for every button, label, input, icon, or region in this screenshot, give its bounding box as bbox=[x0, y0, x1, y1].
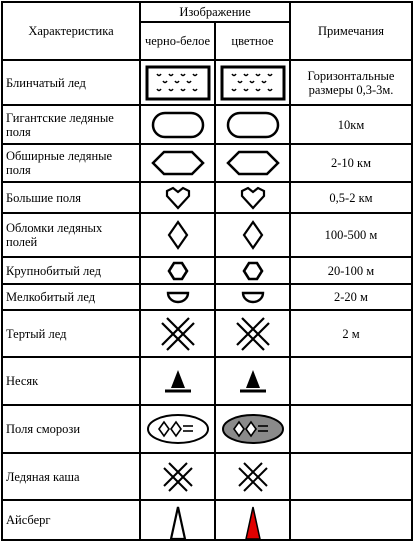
row-name: Айсберг bbox=[2, 500, 140, 540]
row-note bbox=[290, 453, 412, 500]
row-name: Поля сморози bbox=[2, 405, 140, 453]
table-row bbox=[2, 357, 412, 405]
ice-symbols-table bbox=[1, 1, 413, 541]
table-row bbox=[2, 144, 412, 182]
row-note: 2-10 км bbox=[290, 144, 412, 182]
row-note: 0,5-2 км bbox=[290, 182, 412, 213]
table-row bbox=[2, 310, 412, 357]
row-name: Обширные ледяные поля bbox=[2, 144, 140, 182]
hummock-icon-color bbox=[215, 357, 290, 405]
table-row bbox=[2, 182, 412, 213]
slush-ice-icon-color bbox=[215, 453, 290, 500]
row-note bbox=[290, 405, 412, 453]
frozen-floe-icon-color bbox=[215, 405, 290, 453]
table-row bbox=[2, 453, 412, 500]
slush-ice-icon bbox=[140, 453, 215, 500]
table-row bbox=[2, 284, 412, 310]
iceberg-icon-color bbox=[215, 500, 290, 540]
row-name: Блинчатый лед bbox=[2, 60, 140, 105]
row-name: Несяк bbox=[2, 357, 140, 405]
row-name: Ледяная каша bbox=[2, 453, 140, 500]
row-name: Тертый лед bbox=[2, 310, 140, 357]
table-row bbox=[2, 60, 412, 105]
row-name: Крупнобитый лед bbox=[2, 257, 140, 284]
row-name: Мелкобитый лед bbox=[2, 284, 140, 310]
vast-floe-icon bbox=[140, 144, 215, 182]
row-note bbox=[290, 357, 412, 405]
frozen-floe-icon bbox=[140, 405, 215, 453]
floe-fragment-icon bbox=[140, 213, 215, 257]
giant-floe-icon bbox=[140, 105, 215, 144]
row-note: Горизонтальные размеры 0,3-3м. bbox=[290, 60, 412, 105]
big-floe-icon-color bbox=[215, 182, 290, 213]
pancake-ice-icon-color bbox=[215, 60, 290, 105]
iceberg-icon bbox=[140, 500, 215, 540]
table-row bbox=[2, 257, 412, 284]
header-characteristic: Характеристика bbox=[2, 2, 140, 60]
fine-ice-icon-color bbox=[215, 284, 290, 310]
hummock-icon bbox=[140, 357, 215, 405]
pancake-ice-icon bbox=[140, 60, 215, 105]
table-row bbox=[2, 405, 412, 453]
brash-ice-icon-color bbox=[215, 310, 290, 357]
row-note bbox=[290, 500, 412, 540]
header-image: Изображение bbox=[140, 2, 290, 22]
table-row bbox=[2, 500, 412, 540]
fine-ice-icon bbox=[140, 284, 215, 310]
brash-ice-icon bbox=[140, 310, 215, 357]
row-note: 2 м bbox=[290, 310, 412, 357]
table-row bbox=[2, 213, 412, 257]
vast-floe-icon-color bbox=[215, 144, 290, 182]
row-name: Гигантские ледяные поля bbox=[2, 105, 140, 144]
header-notes: Примечания bbox=[290, 2, 412, 60]
giant-floe-icon-color bbox=[215, 105, 290, 144]
row-name: Обломки ледяных полей bbox=[2, 213, 140, 257]
row-note: 2-20 м bbox=[290, 284, 412, 310]
table-row bbox=[2, 105, 412, 144]
big-floe-icon bbox=[140, 182, 215, 213]
header-color: цветное bbox=[215, 22, 290, 60]
row-note: 20-100 м bbox=[290, 257, 412, 284]
row-note: 100-500 м bbox=[290, 213, 412, 257]
coarse-ice-icon bbox=[140, 257, 215, 284]
floe-fragment-icon-color bbox=[215, 213, 290, 257]
row-name: Большие поля bbox=[2, 182, 140, 213]
row-note: 10км bbox=[290, 105, 412, 144]
header-bw: черно-белое bbox=[140, 22, 215, 60]
coarse-ice-icon-color bbox=[215, 257, 290, 284]
